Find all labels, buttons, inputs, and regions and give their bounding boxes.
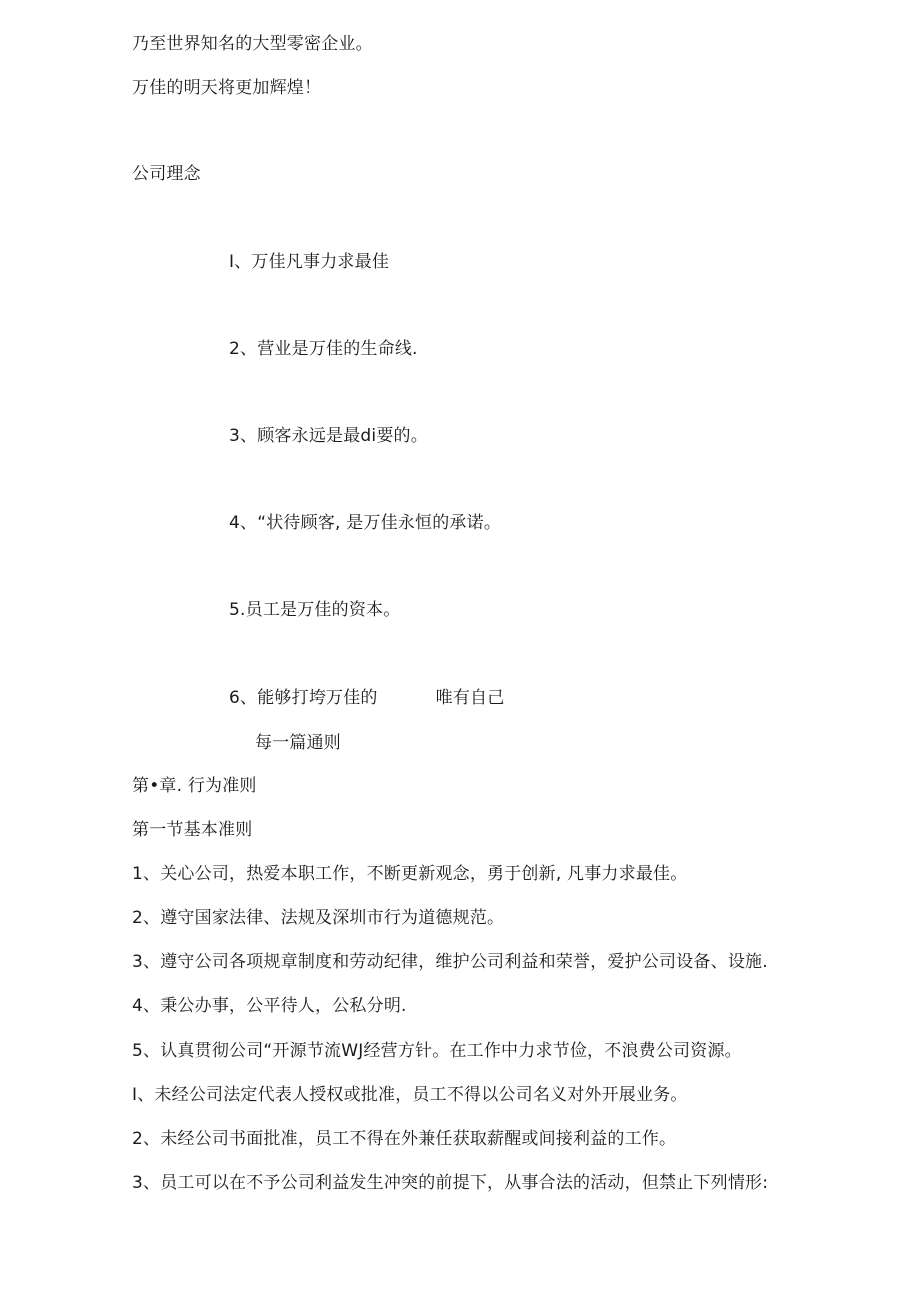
intro-line-2: 万佳的明天将更加辉煌！ (132, 78, 322, 98)
chapter-title: 第•章. 行为准则 (132, 776, 257, 796)
philosophy-item-6 (229, 686, 504, 710)
intro-line-1: 乃至世界知名的大型零密企业。 (132, 34, 373, 54)
philosophy-item-1: I、万佳凡事力求最佳 (229, 252, 390, 272)
philosophy-item-2: 2、营业是万佳的生命线. (229, 339, 418, 359)
rule-4: 4、秉公办事，公平待人，公私分明. (132, 996, 407, 1016)
section-title: 第一节基本准则 (132, 820, 253, 840)
sub-rule-2: 2、未经公司书面批准，员工不得在外兼任获取薪醒或间接利益的工作。 (132, 1129, 677, 1149)
philosophy-item-6-right: 唯有自己 (435, 688, 505, 708)
philosophy-item-5: 5.员工是万佳的资本。 (229, 600, 401, 620)
rule-5: 5、认真贯彻公司“开源节流WJ经营方针。在工作中力求节俭，不浪费公司资源。 (132, 1041, 742, 1061)
sub-rule-3: 3、员工可以在不予公司利益发生冲突的前提下，从事合法的活动，但禁止下列情形: (132, 1173, 769, 1193)
philosophy-heading: 公司理念 (132, 164, 201, 184)
sub-rule-1: I、未经公司法定代表人授权或批准，员工不得以公司名义对外开展业务。 (132, 1085, 688, 1105)
rule-2: 2、遵守国家法律、法规及深圳市行为道德规范。 (132, 908, 505, 928)
philosophy-item-6-left: 6、能够打垮万佳的 (229, 688, 378, 708)
rule-1: 1、关心公司，热爱本职工作，不断更新观念，勇于创新, 凡事力求最佳。 (132, 864, 688, 884)
philosophy-item-4: 4、“状待顾客, 是万佳永恒的承诺。 (229, 513, 502, 533)
philosophy-item-3: 3、顾客永远是最di要的。 (229, 426, 428, 446)
rule-3: 3、遵守公司各项规章制度和劳动纪律，维护公司利益和荣誉，爱护公司设备、设施. (132, 952, 768, 972)
part-title: 每一篇通则 (255, 733, 341, 753)
